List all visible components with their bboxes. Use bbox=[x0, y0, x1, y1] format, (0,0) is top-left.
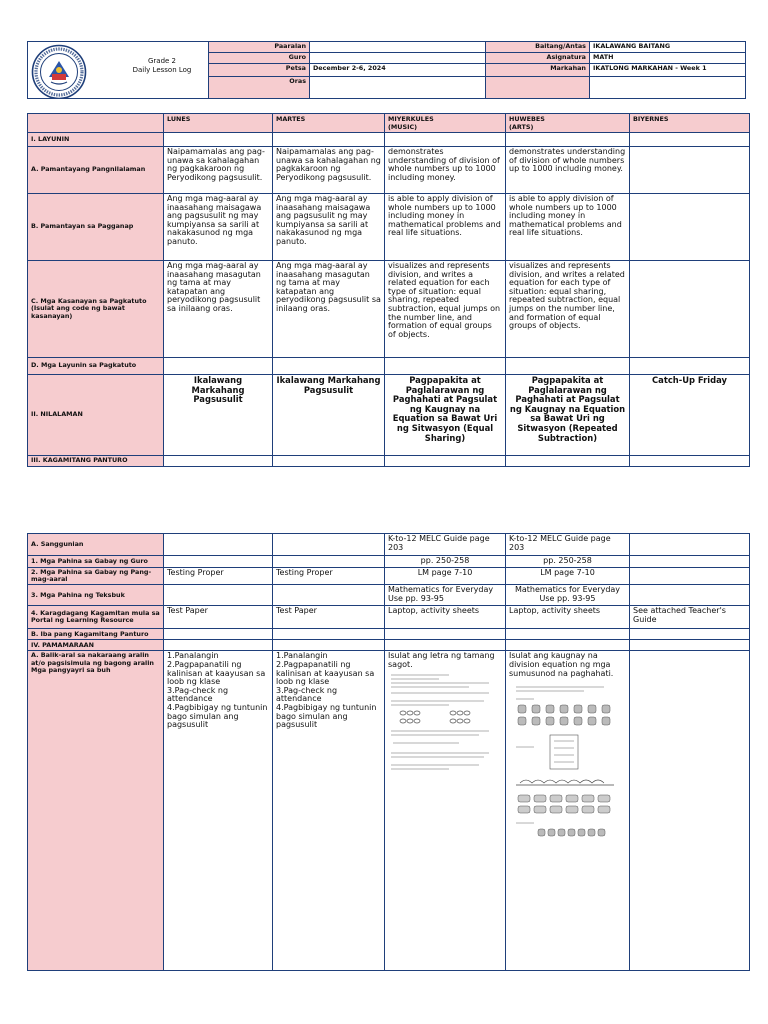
pagganap-label: B. Pamantayan sa Pagganap bbox=[28, 194, 164, 261]
division-worksheet-thumbnail bbox=[514, 685, 622, 845]
kasanayan-label: C. Mga Kasanayan sa Pagkatuto (Isulat ang code ng bawat kasanayan) bbox=[28, 261, 164, 358]
pamantayang-mon: Naipamamalas ang pag-unawa sa kahalagahan ng pagkakaroon ng Peryodikong pagsusulit. bbox=[164, 147, 273, 194]
day-header-wed: MIYERKULES (MUSIC) bbox=[385, 114, 506, 133]
magaaral-thu: LM page 7-10 bbox=[506, 567, 630, 585]
baitang-value: IKALAWANG BAITANG bbox=[590, 42, 746, 53]
kasanayan-thu: visualizes and represents division, and writes a related equation for each type of situation: equal sharing, repeated subtraction, equal jumps on the number line, and formation of equal groups of objects. bbox=[506, 261, 630, 358]
pagganap-tue: Ang mga mag-aaral ay inaasahang maisagawa ang pagsusulit ng may kumpiyansa sa sarili at nakakasunod ng mga panuto. bbox=[273, 194, 385, 261]
nilalaman-label: II. NILALAMAN bbox=[28, 375, 164, 456]
pagganap-mon: Ang mga mag-aaral ay inaasahang maisagawa ang pagsusulit ng may kumpiyansa sa sarili at nakakasunod ng mga panuto. bbox=[164, 194, 273, 261]
petsa-label: Petsa bbox=[209, 64, 310, 77]
day-header-mon: LUNES bbox=[164, 114, 273, 133]
pagganap-wed: is able to apply division of whole numbers up to 1000 including money in mathematical problems and real life situations. bbox=[385, 194, 506, 261]
guro-value bbox=[310, 53, 486, 64]
balik-label: A. Balik-aral sa nakaraang aralin at/o pagsisimula ng bagong aralin Mga pangyayri sa buh bbox=[28, 651, 164, 971]
teksbuk-wed: Mathematics for Everyday Use pp. 93-95 bbox=[385, 585, 506, 606]
guro-pahina-label: 1. Mga Pahina sa Gabay ng Guro bbox=[28, 556, 164, 568]
portal-tue: Test Paper bbox=[273, 606, 385, 629]
header-table bbox=[27, 41, 746, 99]
guro-pahina-wed: pp. 250-258 bbox=[385, 556, 506, 568]
layunin-pagkatuto-label: D. Mga Layunin sa Pagkatuto bbox=[28, 358, 164, 375]
oras-label: Oras bbox=[209, 77, 310, 99]
nilalaman-wed: Pagpapakita at Paglalarawan ng Paghahati at Pagsulat ng Kaugnay na Equation sa Bawat Uri ng Sitwasyon (Equal Sharing) bbox=[385, 375, 506, 456]
worksheet-thumbnail bbox=[389, 671, 499, 781]
grade-label: Grade 2 bbox=[147, 57, 177, 65]
magaaral-mon: Testing Proper bbox=[164, 567, 273, 585]
nilalaman-tue: Ikalawang Markahang Pagsusulit bbox=[273, 375, 385, 456]
sanggunian-thu: K-to-12 MELC Guide page 203 bbox=[506, 534, 630, 556]
teksbuk-label: 3. Mga Pahina ng Teksbuk bbox=[28, 585, 164, 606]
empty-value bbox=[590, 77, 746, 99]
balik-mon: 1.Panalangin 2.Pagpapanatili ng kalinisan at kaayusan sa loob ng klase 3.Pag-check ng attendance 4.Pagbibigay ng tuntunin bago simulan ang pagsusulit bbox=[164, 651, 273, 971]
kasanayan-tue: Ang mga mag-aaral ay inaasahang masagutan ng tama at may katapatan ang peryodikong pagsusulit sa inilaang oras. bbox=[273, 261, 385, 358]
portal-mon: Test Paper bbox=[164, 606, 273, 629]
sanggunian-wed: K-to-12 MELC Guide page 203 bbox=[385, 534, 506, 556]
resources-table bbox=[27, 533, 750, 971]
asignatura-value: MATH bbox=[590, 53, 746, 64]
nilalaman-fri: Catch-Up Friday bbox=[630, 375, 750, 456]
portal-thu: Laptop, activity sheets bbox=[506, 606, 630, 629]
pamantayang-wed: demonstrates understanding of division of whole numbers up to 1000 including money. bbox=[385, 147, 506, 194]
guro-label: Guro bbox=[209, 53, 310, 64]
paaralan-value bbox=[310, 42, 486, 53]
layunin-label: I. LAYUNIN bbox=[28, 133, 164, 147]
paaralan-label: Paaralan bbox=[209, 42, 310, 53]
nilalaman-thu: Pagpapakita at Paglalarawan ng Paghahati at Pagsulat ng Kaugnay na Equation sa Bawat Uri ng Sitwasyon (Repeated Subtraction) bbox=[506, 375, 630, 456]
balik-thu: Isulat ang kaugnay na division equation ng mga sumusunod na paghahati. bbox=[506, 651, 630, 971]
day-header-fri: BIYERNES bbox=[630, 114, 750, 133]
magaaral-label: 2. Mga Pahina sa Gabay ng Pang-mag-aaral bbox=[28, 567, 164, 585]
balik-wed: Isulat ang letra ng tamang sagot. bbox=[385, 651, 506, 971]
pamamaraan-label: IV. PAMAMARAAN bbox=[28, 640, 164, 651]
nilalaman-mon: Ikalawang Markahang Pagsusulit bbox=[164, 375, 273, 456]
pamantayang-tue: Naipamamalas ang pag-unawa sa kahalagahan ng pagkakaroon ng Peryodikong pagsusulit. bbox=[273, 147, 385, 194]
header-logo-cell bbox=[28, 42, 209, 99]
sanggunian-label: A. Sanggunian bbox=[28, 534, 164, 556]
pamantayang-thu: demonstrates understanding of division of whole numbers up to 1000 including money. bbox=[506, 147, 630, 194]
magaaral-tue: Testing Proper bbox=[273, 567, 385, 585]
day-header-thu: HUWEBES (ARTS) bbox=[506, 114, 630, 133]
empty-label bbox=[486, 77, 590, 99]
deped-seal-icon bbox=[31, 44, 87, 99]
pagganap-thu: is able to apply division of whole numbers up to 1000 including money in mathematical problems and real life situations. bbox=[506, 194, 630, 261]
kagamitan-label: III. KAGAMITANG PANTURO bbox=[28, 456, 164, 467]
baitang-label: Baitang/Antas bbox=[486, 42, 590, 53]
kasanayan-mon: Ang mga mag-aaral ay inaasahang masagutan ng tama at may katapatan ang peryodikong pagsusulit sa inilaang oras. bbox=[164, 261, 273, 358]
markahan-value: IKATLONG MARKAHAN - Week 1 bbox=[590, 64, 746, 77]
magaaral-wed: LM page 7-10 bbox=[385, 567, 506, 585]
oras-value bbox=[310, 77, 486, 99]
portal-wed: Laptop, activity sheets bbox=[385, 606, 506, 629]
iba-label: B. Iba pang Kagamitang Panturo bbox=[28, 629, 164, 640]
pamantayang-label: A. Pamantayang Pangnilalaman bbox=[28, 147, 164, 194]
markahan-label: Markahan bbox=[486, 64, 590, 77]
log-title: Daily Lesson Log bbox=[132, 66, 192, 74]
petsa-value: December 2-6, 2024 bbox=[310, 64, 486, 77]
objectives-table bbox=[27, 113, 750, 467]
portal-label: 4. Karagdagang Kagamitan mula sa Portal ng Learning Resource bbox=[28, 606, 164, 629]
kasanayan-wed: visualizes and represents division, and writes a related equation for each type of situation: equal sharing, repeated subtraction, equal jumps on the number line, and formation of equal groups of objects. bbox=[385, 261, 506, 358]
portal-fri: See attached Teacher's Guide bbox=[630, 606, 750, 629]
teksbuk-thu: Mathematics for Everyday Use pp. 93-95 bbox=[506, 585, 630, 606]
day-header-tue: MARTES bbox=[273, 114, 385, 133]
asignatura-label: Asignatura bbox=[486, 53, 590, 64]
guro-pahina-thu: pp. 250-258 bbox=[506, 556, 630, 568]
balik-tue: 1.Panalangin 2.Pagpapanatili ng kalinisan at kaayusan sa loob ng klase 3.Pag-check ng attendance 4.Pagbibigay ng tuntunin bago simulan ang pagsusulit bbox=[273, 651, 385, 971]
